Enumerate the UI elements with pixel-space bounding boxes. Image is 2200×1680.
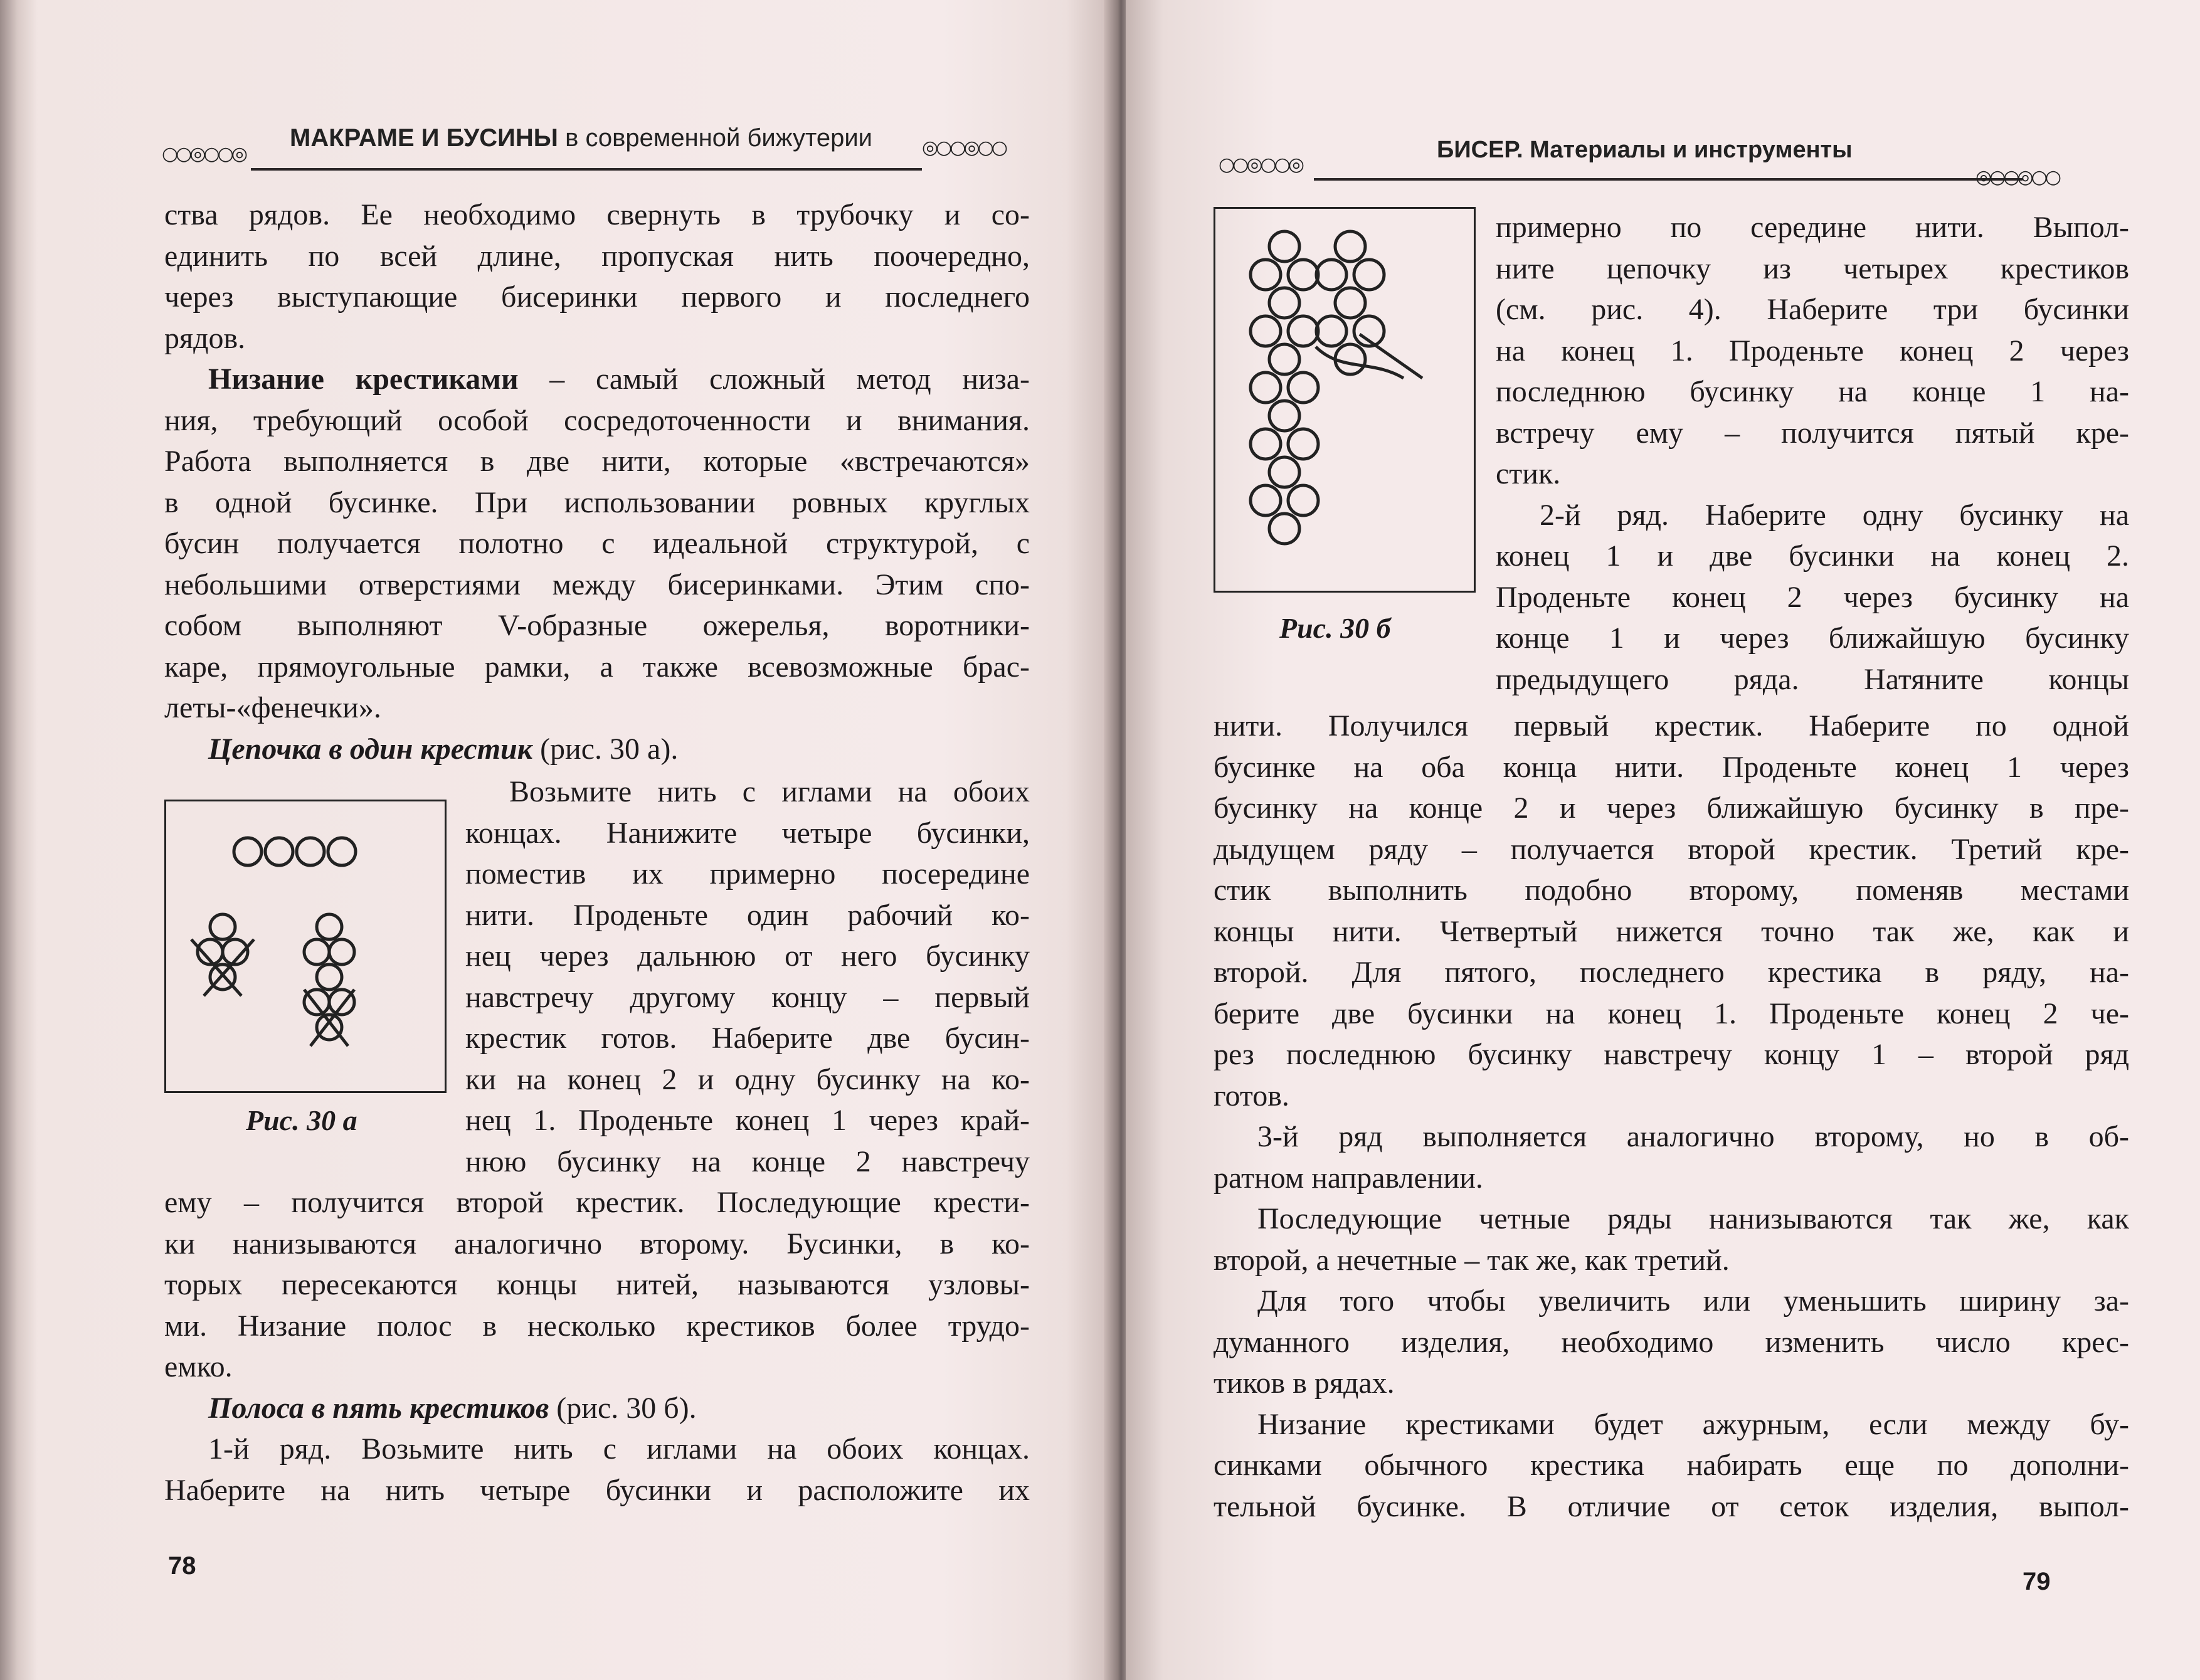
figure-30a — [164, 800, 447, 1093]
text-line: примерно по середине нити. Выпол- — [1496, 211, 2129, 244]
text-line: второй. Для пятого, последнего крестика в ряду, на- — [1214, 956, 2129, 989]
subheading-strip: Полоса в пять крестиков — [208, 1391, 549, 1425]
text-line: рядов. — [164, 321, 246, 355]
text-line: крестик готов. Наберите две бусин- — [465, 1022, 1030, 1055]
text-line: второй, а нечетные – так же, как третий. — [1214, 1243, 1730, 1277]
right-wrap-text — [1496, 207, 2129, 700]
text-line: тиков в рядах. — [1214, 1366, 1395, 1400]
text-line: нити. Получился первый крестик. Наберите по одной — [1214, 709, 2129, 742]
right-text-full — [1214, 705, 2129, 1527]
text-line: Возьмите нить с иглами на обоих — [509, 775, 1030, 808]
text-line: Для того чтобы увеличить или уменьшить ширину за- — [1257, 1284, 2129, 1318]
text-line: Наберите на нить четыре бусинки и расположите их — [164, 1473, 1030, 1507]
text-line: ства рядов. Ее необходимо свернуть в трубочку и со- — [164, 198, 1030, 231]
text-span: (рис. 30 б). — [549, 1391, 697, 1425]
text-line: дыдущем ряду – получается второй крестик. Третий кре- — [1214, 832, 2129, 866]
text-line: тельной бусинке. В отличие от сеток изделия, выпол- — [1214, 1489, 2129, 1523]
left-running-header — [290, 124, 872, 152]
text-line: нец через дальнюю от него бусинку — [465, 939, 1030, 973]
text-line: рез последнюю бусинку навстречу концу 1 – второй ряд — [1214, 1038, 2129, 1071]
figure-30b — [1214, 207, 1476, 593]
text-line: в одной бусинке. При использовании ровных круглых — [164, 485, 1030, 519]
text-line: 3-й ряд выполняется аналогично второму, но в об- — [1257, 1120, 2129, 1153]
text-line: емко. — [164, 1350, 233, 1383]
text-line: конец 1 и две бусинки на конец 2. — [1496, 539, 2129, 573]
text-line: Работа выполняется в две нити, которые «встречаются» — [164, 445, 1030, 478]
text-line: стик. — [1496, 457, 1561, 490]
figure-30a-caption: Рис. 30 а — [246, 1104, 357, 1136]
right-page — [1126, 0, 2200, 1680]
header-title-light: в современной бижутерии — [558, 124, 873, 152]
text-line: Проденьте конец 2 через бусинку на — [1496, 580, 2129, 614]
text-line: ратном направлении. — [1214, 1161, 1483, 1195]
header-rule — [1314, 178, 2023, 181]
text-line: Низание крестиками будет ажурным, если между бу- — [1257, 1407, 2129, 1441]
paragraph-heading-line — [164, 359, 1030, 400]
text-line: синками обычного крестика набирать еще по дополни- — [1214, 1449, 2129, 1482]
text-line: леты-«фенечки». — [164, 691, 381, 724]
figure-30a-drawing — [166, 801, 445, 1091]
text-line: на конец 1. Проденьте конец 2 через — [1496, 334, 2129, 367]
figure-30b-caption: Рис. 30 б — [1279, 612, 1391, 644]
header-rule — [251, 168, 922, 171]
text-line: думанного изделия, необходимо изменить число крес- — [1214, 1325, 2129, 1359]
text-line: готов. — [1214, 1079, 1289, 1112]
text-line: бусинку на конце 2 и через ближайшую бусинку в пре- — [1214, 791, 2129, 825]
text-line: через выступающие бисеринки первого и последнего — [164, 280, 1030, 314]
text-line: ните цепочку из четырех крестиков — [1496, 251, 2129, 285]
text-line: поместив их примерно посередине — [465, 857, 1030, 890]
header-ornament-right: ◎○○◎○○ — [922, 137, 1006, 159]
text-line: ния, требующий особой сосредоточенности и внимания. — [164, 403, 1030, 437]
text-line: нюю бусинку на конце 2 навстречу — [465, 1144, 1030, 1178]
header-title-light: Материалы и инструменты — [1523, 137, 1853, 163]
text-line: последнюю бусинку на конце 1 на- — [1496, 375, 2129, 408]
text-line: бусин получается полотно с идеальной структурой, с — [164, 527, 1030, 560]
text-span: (рис. 30 а). — [532, 732, 679, 766]
text-line: небольшими отверстиями между бисеринками. Этим спо- — [164, 568, 1030, 601]
left-text-top — [164, 194, 1030, 769]
text-line: ки на конец 2 и одну бусинку на ко- — [465, 1062, 1030, 1096]
text-line: торых пересекаются концы нитей, называются узловы- — [164, 1268, 1030, 1301]
text-line: концы нити. Четвертый нижется точно так же, как и — [1214, 914, 2129, 948]
text-line: единить по всей длине, пропуская нить поочередно, — [164, 239, 1030, 273]
text-line: бусинке на оба конца нити. Проденьте конец 1 через — [1214, 750, 2129, 784]
page-number-left: 78 — [168, 1552, 196, 1580]
subheading-line — [164, 729, 1030, 770]
subheading-chain: Цепочка в один крестик — [208, 732, 533, 766]
header-ornament-left: ○○◎○○◎ — [1219, 154, 1303, 176]
text-line: нец 1. Проденьте конец 1 через край- — [465, 1104, 1030, 1137]
text-line: ки нанизываются аналогично второму. Бусинки, в ко- — [164, 1227, 1030, 1260]
text-line: навстречу другому концу – первый — [465, 980, 1030, 1014]
text-line: ми. Низание полос в несколько крестиков более трудо- — [164, 1309, 1030, 1343]
header-title-bold: МАКРАМЕ И БУСИНЫ — [290, 124, 558, 152]
text-line: Последующие четные ряды нанизываются так же, как — [1257, 1202, 2129, 1235]
header-title-bold: БИСЕР. — [1437, 137, 1523, 163]
text-line: ему – получится второй крестик. Последующие крести- — [164, 1186, 1030, 1219]
text-line: 1-й ряд. Возьмите нить с иглами на обоих концах. — [208, 1432, 1030, 1466]
subheading-line — [164, 1388, 1030, 1429]
text-line: каре, прямоугольные рамки, а также всевозможные брас- — [164, 650, 1030, 684]
figure-30b-drawing — [1215, 209, 1474, 591]
text-line: встречу ему – получится пятый кре- — [1496, 416, 2129, 450]
text-line: нити. Проденьте один рабочий ко- — [465, 898, 1030, 932]
header-ornament-right: ◎○○◎○○ — [1975, 166, 2060, 188]
text-line: 2-й ряд. Наберите одну бусинку на — [1540, 498, 2129, 532]
page-number-right: 79 — [2023, 1568, 2051, 1595]
left-text-bottom — [164, 1182, 1030, 1511]
text-line: конце 1 и через ближайшую бусинку — [1496, 621, 2129, 655]
text-line: стик выполнить подобно второму, поменяв местами — [1214, 874, 2129, 907]
text-line: берите две бусинки на конец 1. Проденьте конец 2 че- — [1214, 996, 2129, 1030]
header-ornament-left: ○○◎○○◎ — [162, 143, 246, 165]
text-line: (см. рис. 4). Наберите три бусинки — [1496, 293, 2129, 326]
left-wrap-text — [465, 771, 1030, 1182]
text-line: собом выполняют V-образные ожерелья, воротники- — [164, 609, 1030, 642]
term-nizanie: Низание крестиками — [208, 362, 519, 396]
right-running-header — [1437, 137, 1853, 164]
text-line: концах. Нанижите четыре бусинки, — [465, 816, 1030, 850]
text-line: предыдущего ряда. Натяните концы — [1496, 662, 2129, 696]
text-span: – самый сложный метод низа- — [518, 362, 1030, 396]
